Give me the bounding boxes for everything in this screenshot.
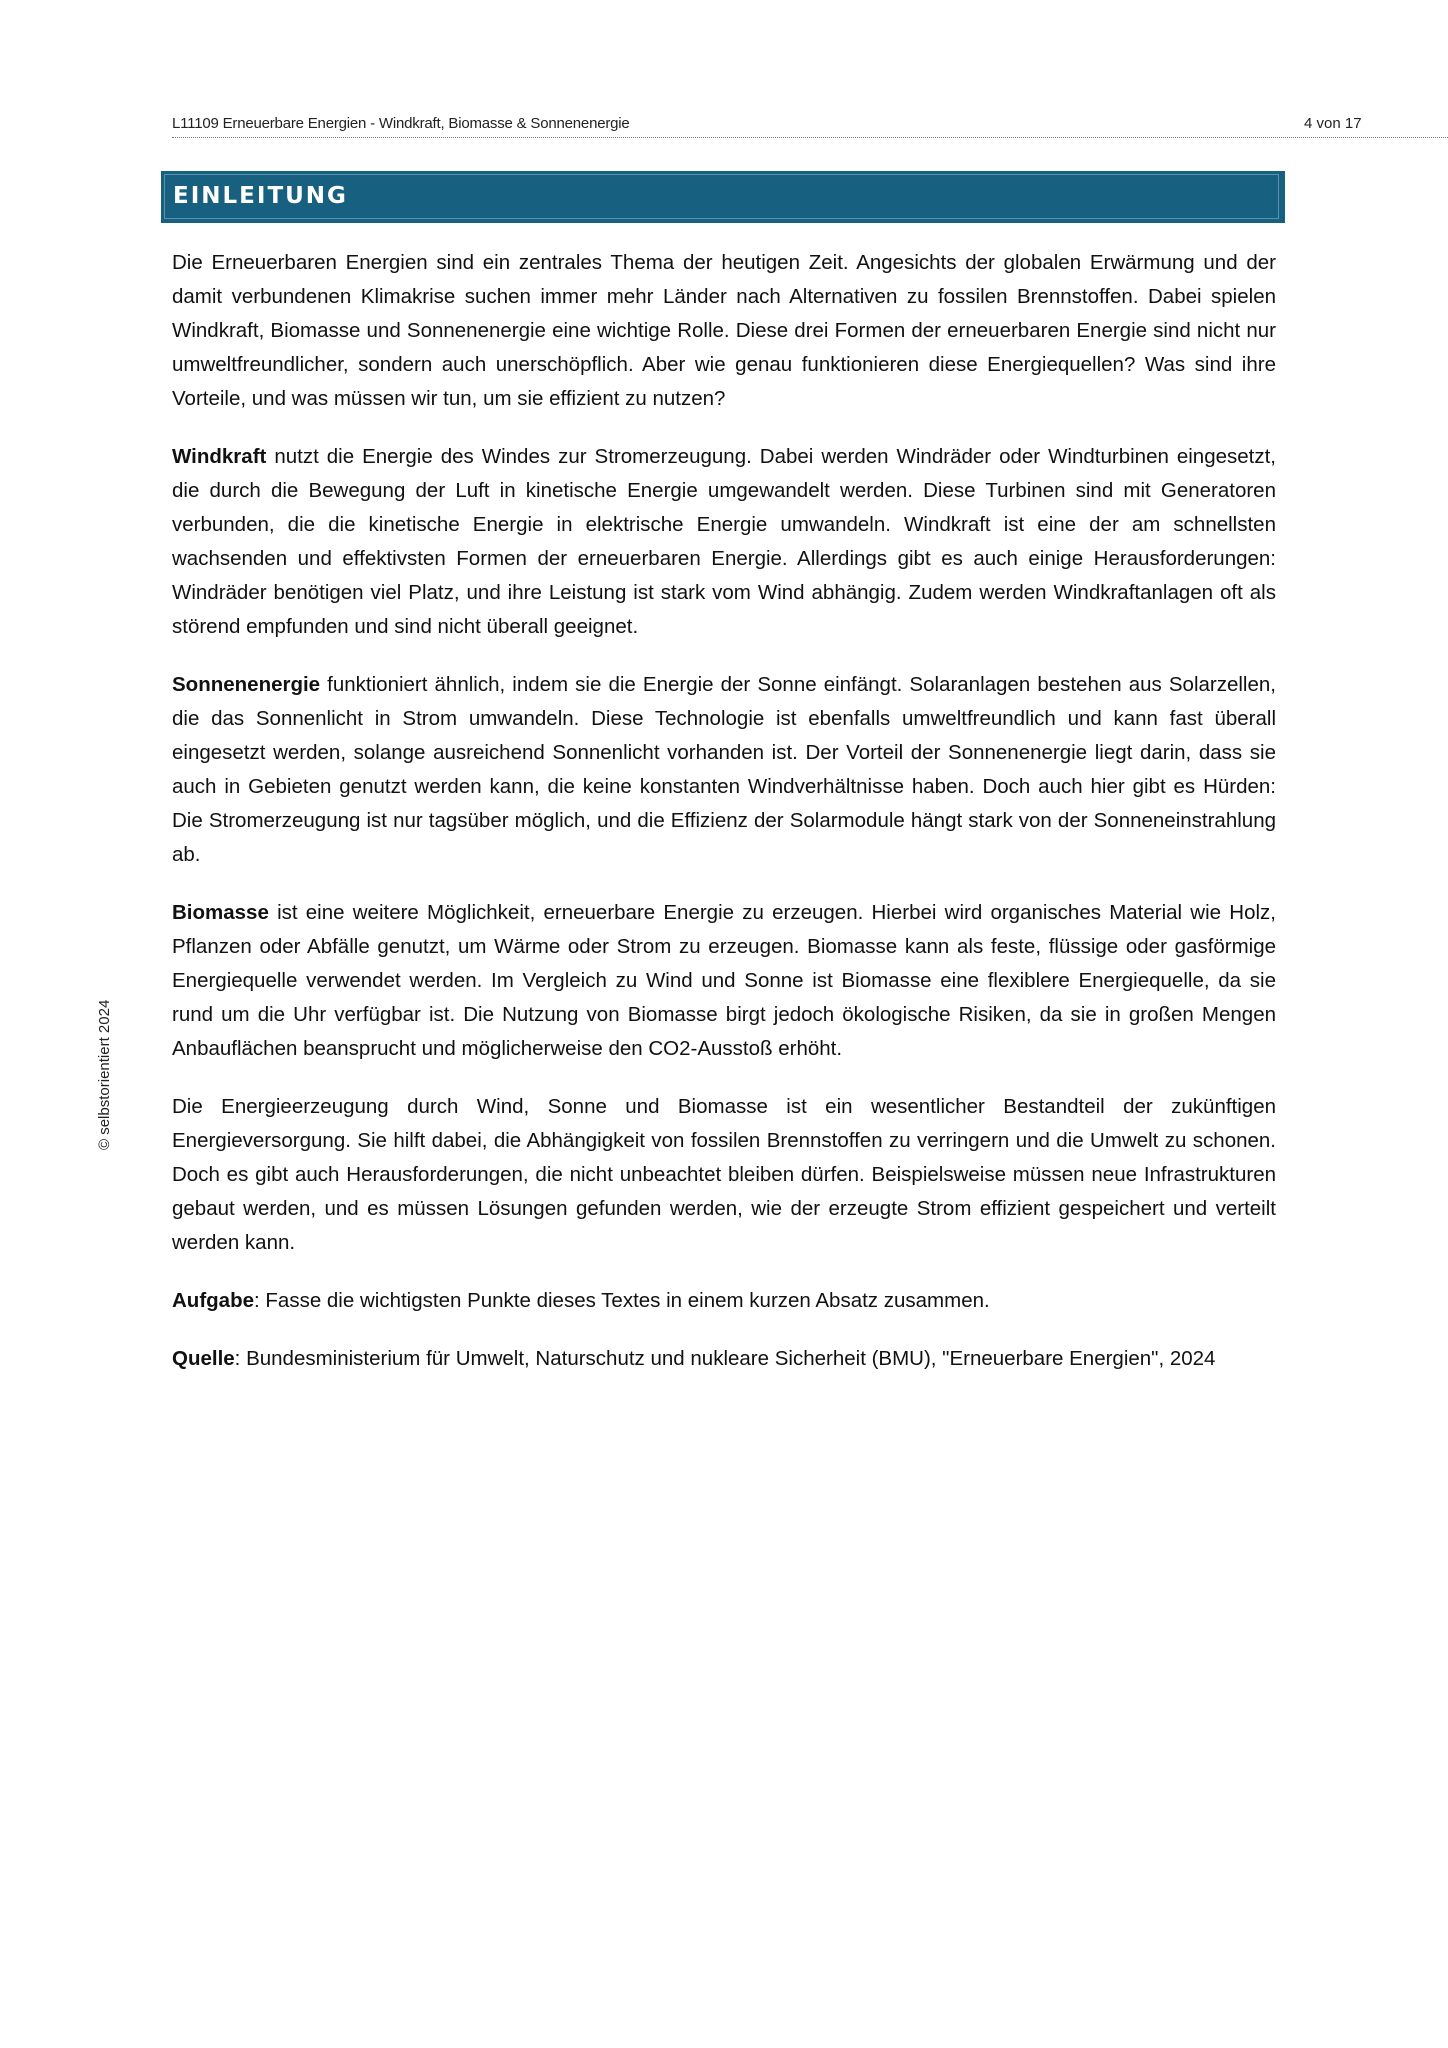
page-header (172, 113, 1448, 138)
task-text: : Fasse die wichtigsten Punkte dieses Textes in einem kurzen Absatz zusammen. (254, 1289, 990, 1312)
document-title: L11109 Erneuerbare Energien - Windkraft, Biomasse & Sonnenenergie (172, 115, 630, 132)
paragraph-conclusion: Die Energieerzeugung durch Wind, Sonne und Biomasse ist ein wesentlicher Bestandteil der zukünftigen Energieversorgung. Sie hilft dabei, die Abhängigkeit von fossilen Brennstoffen zu verringern und die Umwelt zu schonen. Doch es gibt auch Herausforderungen, die nicht unbeachtet bleiben dürfen. Beispielsweise müssen neue Infrastrukturen gebaut werden, und es müssen Lösungen gefunden werden, wie der erzeugte Strom effizient gespeichert und verteilt werden kann. (172, 1095, 1276, 1254)
sonnenenergie-text: funktioniert ähnlich, indem sie die Energie der Sonne einfängt. Solaranlagen bestehen aus Solarzellen, die das Sonnenlicht in Strom umwandeln. Diese Technologie ist ebenfalls umweltfreundlich und kann fast überall eingesetzt werden, solange ausreichend Sonnenlicht vorhanden ist. Der Vorteil der Sonnenenergie liegt darin, dass sie auch in Gebieten genutzt werden kann, die keine konstanten Windverhältnisse haben. Doch auch hier gibt es Hürden: Die Stromerzeugung ist nur tagsüber möglich, und die Effizienz der Solarmodule hängt stark von der Sonneneinstrahlung ab. (172, 673, 1276, 866)
source-text: : Bundesministerium für Umwelt, Naturschutz und nukleare Sicherheit (BMU), "Erneuerbare Energien", 2024 (234, 1347, 1216, 1370)
term-windkraft: Windkraft (172, 445, 267, 468)
source-label: Quelle (172, 1347, 235, 1370)
paragraph-sonnenenergie (172, 668, 1276, 872)
task-paragraph (172, 1284, 1276, 1318)
copyright-notice: © selbstorientiert 2024 (96, 999, 113, 1150)
page-number: 4 von 17 (1304, 115, 1362, 132)
source-paragraph (172, 1342, 1276, 1376)
task-label: Aufgabe (172, 1289, 254, 1312)
biomasse-text: ist eine weitere Möglichkeit, erneuerbare Energie zu erzeugen. Hierbei wird organisches Material wie Holz, Pflanzen oder Abfälle genutzt, um Wärme oder Strom zu erzeugen. Biomasse kann als feste, flüssige oder gasförmige Energiequelle verwendet werden. Im Vergleich zu Wind und Sonne ist Biomasse eine flexiblere Energiequelle, da sie rund um die Uhr verfügbar ist. Die Nutzung von Biomasse birgt jedoch ökologische Risiken, da sie in großen Mengen Anbauflächen beansprucht und möglicherweise den CO2-Ausstoß erhöht. (172, 901, 1276, 1060)
term-sonnenenergie: Sonnenenergie (172, 673, 321, 696)
paragraph-intro: Die Erneuerbaren Energien sind ein zentrales Thema der heutigen Zeit. Angesichts der globalen Erwärmung und der damit verbundenen Klimakrise suchen immer mehr Länder nach Alternativen zu fossilen Brennstoffen. Dabei spielen Windkraft, Biomasse und Sonnenenergie eine wichtige Rolle. Diese drei Formen der erneuerbaren Energie sind nicht nur umweltfreundlicher, sondern auch unerschöpflich. Aber wie genau funktionieren diese Energiequellen? Was sind ihre Vorteile, und was müssen wir tun, um sie effizient zu nutzen? (172, 251, 1276, 410)
section-heading-bar (161, 171, 1285, 223)
windkraft-text: nutzt die Energie des Windes zur Stromerzeugung. Dabei werden Windräder oder Windturbinen eingesetzt, die durch die Bewegung der Luft in kinetische Energie umgewandelt werden. Diese Turbinen sind mit Generatoren verbunden, die die kinetische Energie in elektrische Energie umwandeln. Windkraft ist eine der am schnellsten wachsenden und effektivsten Formen der erneuerbaren Energie. Allerdings gibt es auch einige Herausforderungen: Windräder benötigen viel Platz, und ihre Leistung ist stark vom Wind abhängig. Zudem werden Windkraftanlagen oft als störend empfunden und sind nicht überall geeignet. (172, 445, 1276, 638)
body-content (172, 246, 1276, 1400)
paragraph-windkraft (172, 440, 1276, 644)
paragraph-biomasse (172, 896, 1276, 1066)
term-biomasse: Biomasse (172, 901, 269, 924)
section-title: EINLEITUNG (173, 183, 348, 209)
